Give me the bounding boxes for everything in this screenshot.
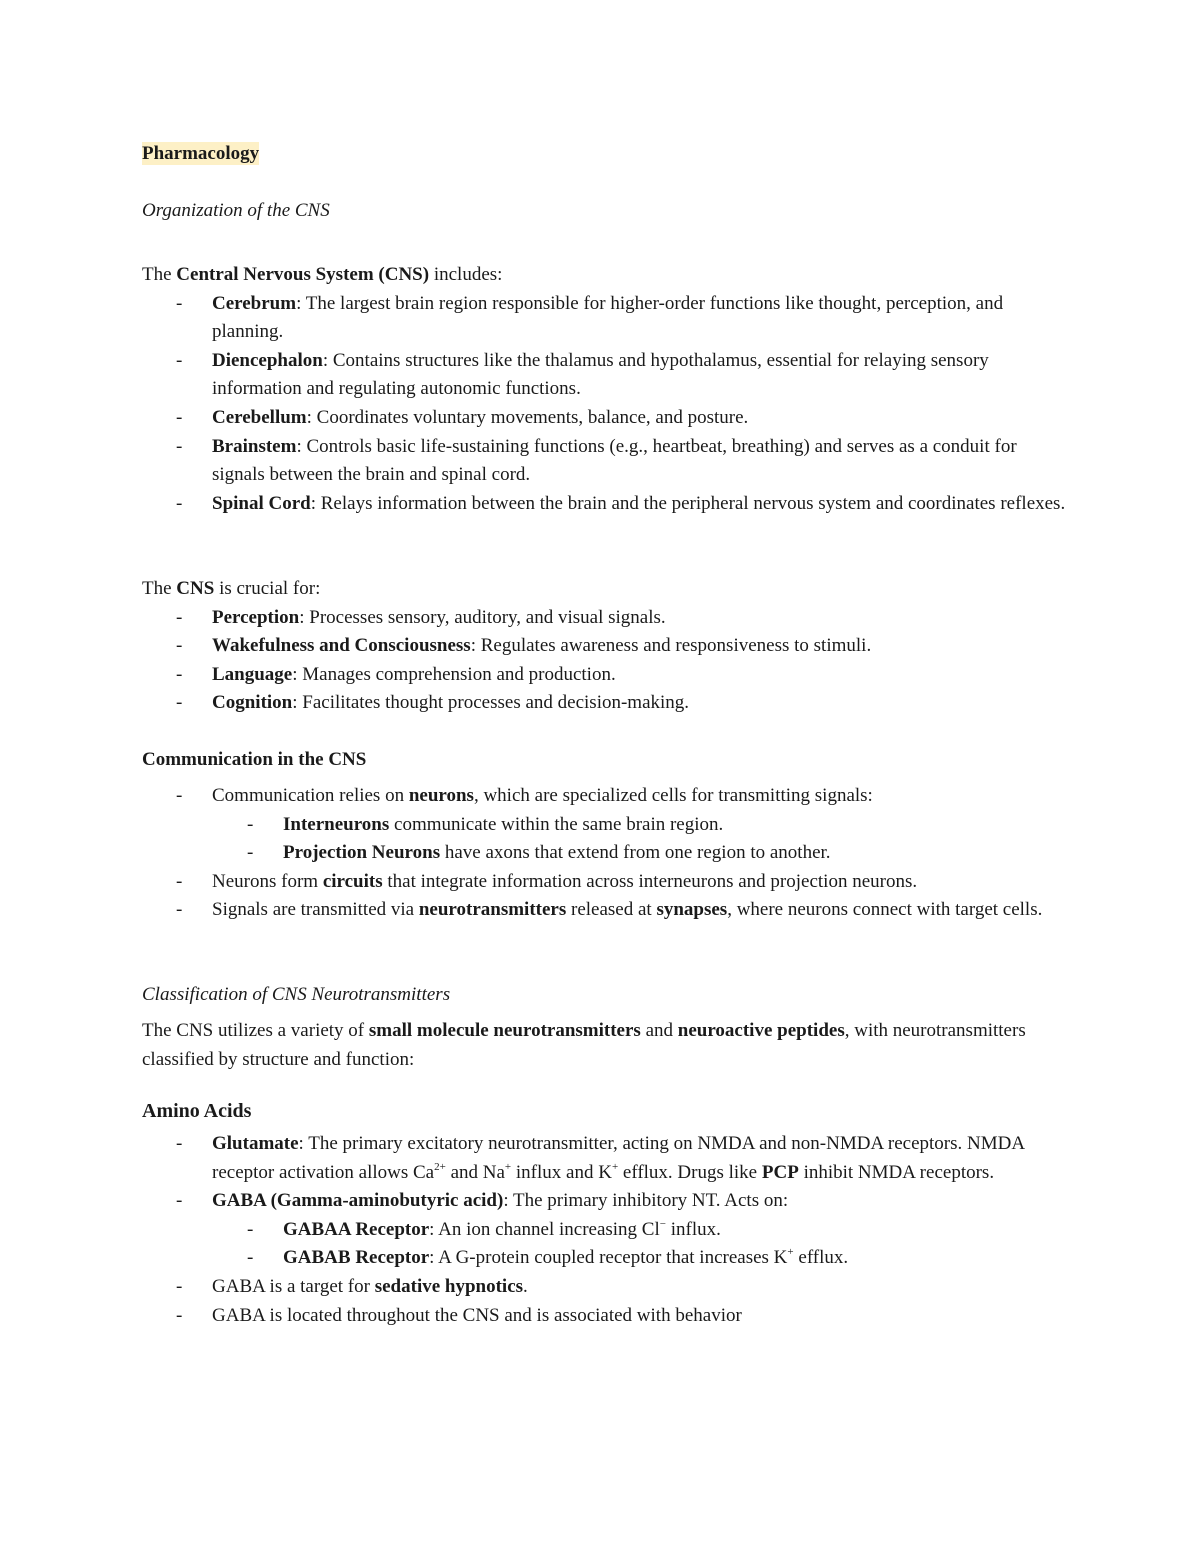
doc-title [142, 140, 1072, 169]
list-item: - Cognition: Facilitates thought processes and decision-making. [142, 689, 1072, 718]
communication-section [142, 782, 1072, 925]
communication-list-cont [142, 868, 1072, 925]
section-heading-communication: Communication in the CNS [142, 749, 367, 770]
list-item: - Diencephalon: Contains structures like the thalamus and hypothalamus, essential for relaying sensory information and regulating autonomic functions. [142, 347, 1072, 404]
list-item-glutamate: - Glutamate: The primary excitatory neurotransmitter, acting on NMDA and non-NMDA receptors. NMDA receptor activation allows $Ca^{2+}$ and Na+ influx and K+ efflux. Drugs like PCP inhibit NMDA receptors. [142, 1130, 1072, 1187]
gaba-receptors-list [142, 1216, 1072, 1273]
list-item: - Cerebellum: Coordinates voluntary movements, balance, and posture. [142, 404, 1072, 433]
list-item: - GABA is a target for sedative hypnotics. [142, 1273, 1072, 1302]
list-item: - Communication relies on neurons, which are specialized cells for transmitting signals: [142, 782, 1072, 811]
list-item: - Signals are transmitted via neurotransmitters released at synapses, where neurons connect with target cells. [142, 896, 1072, 925]
list-item: - Language: Manages comprehension and production. [142, 661, 1072, 690]
list-item: - GABAA Receptor: An ion channel increasing Cl− influx. [142, 1216, 1072, 1245]
list-item: - Perception: Processes sensory, auditory, and visual signals. [142, 604, 1072, 633]
list-item: - GABAB Receptor: A G-protein coupled receptor that increases K+ efflux. [142, 1244, 1072, 1273]
list-item: - Cerebrum: The largest brain region responsible for higher-order functions like thought, perception, and planning. [142, 290, 1072, 347]
communication-list [142, 782, 1072, 811]
section-heading-amino-acids: Amino Acids [142, 1100, 252, 1122]
cns-functions-section [142, 575, 1072, 718]
list-item: - Projection Neurons have axons that extend from one region to another. [142, 839, 1072, 868]
title-highlight: Pharmacology [142, 143, 260, 164]
cns-parts-section [142, 261, 1072, 518]
amino-acids-list [142, 1130, 1072, 1216]
list-item: - Spinal Cord: Relays information between the brain and the peripheral nervous system and coordinates reflexes. [142, 490, 1072, 519]
neuron-types-list [142, 811, 1072, 868]
section-heading-classification: Classification of CNS Neurotransmitters [142, 984, 451, 1005]
classification-paragraph: The CNS utilizes a variety of small molecule neurotransmitters and neuroactive peptides, with neurotransmitters classified by structure and function: [142, 1020, 1026, 1070]
section-heading-organization: Organization of the CNS [142, 200, 330, 221]
cns-intro: The Central Nervous System (CNS) includes: [142, 264, 503, 285]
list-item: - Interneurons communicate within the same brain region. [142, 811, 1072, 840]
cns-parts-list [142, 290, 1072, 519]
list-item: - Brainstem: Controls basic life-sustaining functions (e.g., heartbeat, breathing) and serves as a conduit for signals between the brain and spinal cord. [142, 433, 1072, 490]
list-item-gaba: - GABA (Gamma-aminobutyric acid): The primary inhibitory NT. Acts on: [142, 1187, 1072, 1216]
list-item: - Wakefulness and Consciousness: Regulates awareness and responsiveness to stimuli. [142, 632, 1072, 661]
gaba-notes-list [142, 1273, 1072, 1330]
list-item: - GABA is located throughout the CNS and is associated with behavior [142, 1302, 1072, 1331]
cns-functions-list [142, 604, 1072, 718]
amino-acids-section [142, 1130, 1072, 1330]
crucial-intro: The CNS is crucial for: [142, 578, 321, 599]
list-item: - Neurons form circuits that integrate information across interneurons and projection neurons. [142, 868, 1072, 897]
